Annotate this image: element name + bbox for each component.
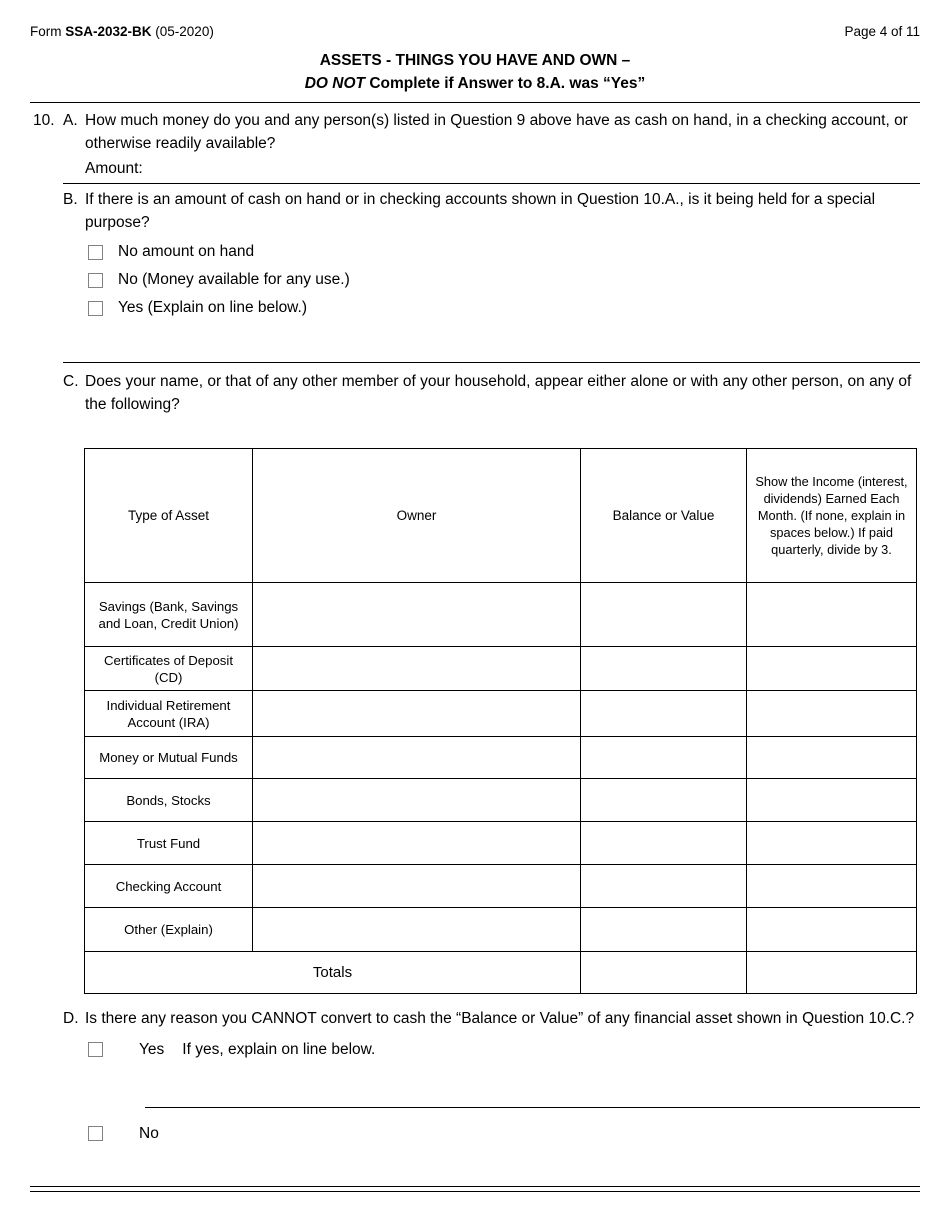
income-cell[interactable] <box>747 908 917 952</box>
balance-cell[interactable] <box>581 737 747 779</box>
owner-cell[interactable] <box>253 583 581 647</box>
question-number: 10. <box>33 112 55 129</box>
checkbox-10d-yes[interactable] <box>88 1042 103 1057</box>
option-label: No (Money available for any use.) <box>118 271 350 288</box>
owner-cell[interactable] <box>253 865 581 908</box>
form-number: SSA-2032-BK <box>65 24 152 39</box>
question-10c <box>30 370 920 416</box>
owner-cell[interactable] <box>253 691 581 737</box>
do-not-emphasis: DO NOT <box>304 75 366 92</box>
table-row-ira <box>85 691 917 737</box>
checkbox-no-money-any-use[interactable] <box>88 273 103 288</box>
form-label: Form <box>30 24 66 39</box>
col-header-balance: Balance or Value <box>581 449 747 583</box>
asset-type-cell: Savings (Bank, Savings and Loan, Credit Union) <box>85 583 253 647</box>
table-row-mutual-funds <box>85 737 917 779</box>
table-header-row <box>85 449 917 583</box>
option-no-any-use <box>88 266 920 294</box>
option-label: Yes (Explain on line below.) <box>118 299 307 316</box>
asset-type-cell: Certificates of Deposit (CD) <box>85 647 253 691</box>
totals-income-cell[interactable] <box>747 952 917 994</box>
page-indicator: Page 4 of 11 <box>844 24 920 39</box>
owner-cell[interactable] <box>253 647 581 691</box>
amount-row <box>85 157 920 180</box>
divider-under-title <box>30 102 920 103</box>
assets-table <box>84 448 917 994</box>
balance-cell[interactable] <box>581 908 747 952</box>
owner-cell[interactable] <box>253 908 581 952</box>
balance-cell[interactable] <box>581 865 747 908</box>
form-edition: (05-2020) <box>151 24 214 39</box>
section-title <box>30 49 920 95</box>
totals-label-cell: Totals <box>85 952 581 994</box>
income-cell[interactable] <box>747 583 917 647</box>
col-header-type-of-asset: Type of Asset <box>85 449 253 583</box>
income-cell[interactable] <box>747 822 917 865</box>
income-cell[interactable] <box>747 865 917 908</box>
owner-cell[interactable] <box>253 779 581 822</box>
table-row-other <box>85 908 917 952</box>
divider-after-10a <box>63 183 920 184</box>
asset-type-cell: Individual Retirement Account (IRA) <box>85 691 253 737</box>
section-title-line1: ASSETS - THINGS YOU HAVE AND OWN – <box>319 52 631 69</box>
question-10a-letter: A. <box>63 112 78 129</box>
owner-cell[interactable] <box>253 822 581 865</box>
table-row-savings <box>85 583 917 647</box>
owner-cell[interactable] <box>253 737 581 779</box>
balance-cell[interactable] <box>581 691 747 737</box>
option-yes-explain <box>88 294 920 322</box>
question-10a-text: How much money do you and any person(s) listed in Question 9 above have as cash on hand, in a checking account, or otherwise readily available? <box>85 112 908 152</box>
doc-header <box>30 24 920 39</box>
income-cell[interactable] <box>747 691 917 737</box>
balance-cell[interactable] <box>581 779 747 822</box>
form-id <box>30 24 214 39</box>
section-title-line2 <box>30 72 920 95</box>
checkbox-no-amount-on-hand[interactable] <box>88 245 103 260</box>
yes-explain-note: If yes, explain on line below. <box>182 1041 376 1058</box>
option-label: No amount on hand <box>118 243 255 260</box>
option-10d-no <box>30 1122 920 1145</box>
asset-type-cell: Bonds, Stocks <box>85 779 253 822</box>
question-10d-letter: D. <box>63 1010 79 1027</box>
question-10d-text: Is there any reason you CANNOT convert to cash the “Balance or Value” of any financial asset shown in Question 10.C.? <box>85 1010 915 1027</box>
q10d-explain-line[interactable] <box>145 1107 920 1108</box>
question-10c-letter: C. <box>63 373 79 390</box>
asset-type-cell: Trust Fund <box>85 822 253 865</box>
income-cell[interactable] <box>747 779 917 822</box>
table-row-bonds-stocks <box>85 779 917 822</box>
col-header-owner: Owner <box>253 449 581 583</box>
checkbox-yes-explain[interactable] <box>88 301 103 316</box>
balance-cell[interactable] <box>581 583 747 647</box>
q10b-explain-line[interactable] <box>63 362 920 363</box>
income-cell[interactable] <box>747 737 917 779</box>
section-title-line2-rest: Complete if Answer to 8.A. was “Yes” <box>365 75 646 92</box>
question-10d <box>30 1007 920 1030</box>
question-10b-text: If there is an amount of cash on hand or in checking accounts shown in Question 10.A., is it being held for a special purpose? <box>85 191 876 231</box>
col-header-income: Show the Income (interest, dividends) Earned Each Month. (If none, explain in spaces below.) If paid quarterly, divide by 3. <box>747 449 917 583</box>
asset-type-cell: Checking Account <box>85 865 253 908</box>
income-cell[interactable] <box>747 647 917 691</box>
table-row-cd <box>85 647 917 691</box>
no-label: No <box>139 1125 159 1142</box>
option-10d-yes <box>30 1038 920 1061</box>
question-10b-letter: B. <box>63 191 78 208</box>
asset-type-cell: Money or Mutual Funds <box>85 737 253 779</box>
table-row-trust-fund <box>85 822 917 865</box>
checkbox-10d-no[interactable] <box>88 1126 103 1141</box>
table-row-checking-account <box>85 865 917 908</box>
asset-type-cell: Other (Explain) <box>85 908 253 952</box>
question-10b <box>30 188 920 234</box>
yes-label: Yes <box>139 1041 165 1058</box>
page-bottom-rule <box>30 1186 920 1192</box>
totals-balance-cell[interactable] <box>581 952 747 994</box>
question-10a <box>30 109 920 155</box>
balance-cell[interactable] <box>581 647 747 691</box>
balance-cell[interactable] <box>581 822 747 865</box>
question-10c-text: Does your name, or that of any other member of your household, appear either alone or with any other person, on any of the following? <box>85 373 912 413</box>
option-no-amount <box>88 238 920 266</box>
amount-label: Amount: <box>85 160 143 177</box>
totals-row <box>85 952 917 994</box>
question-10b-options <box>88 238 920 322</box>
